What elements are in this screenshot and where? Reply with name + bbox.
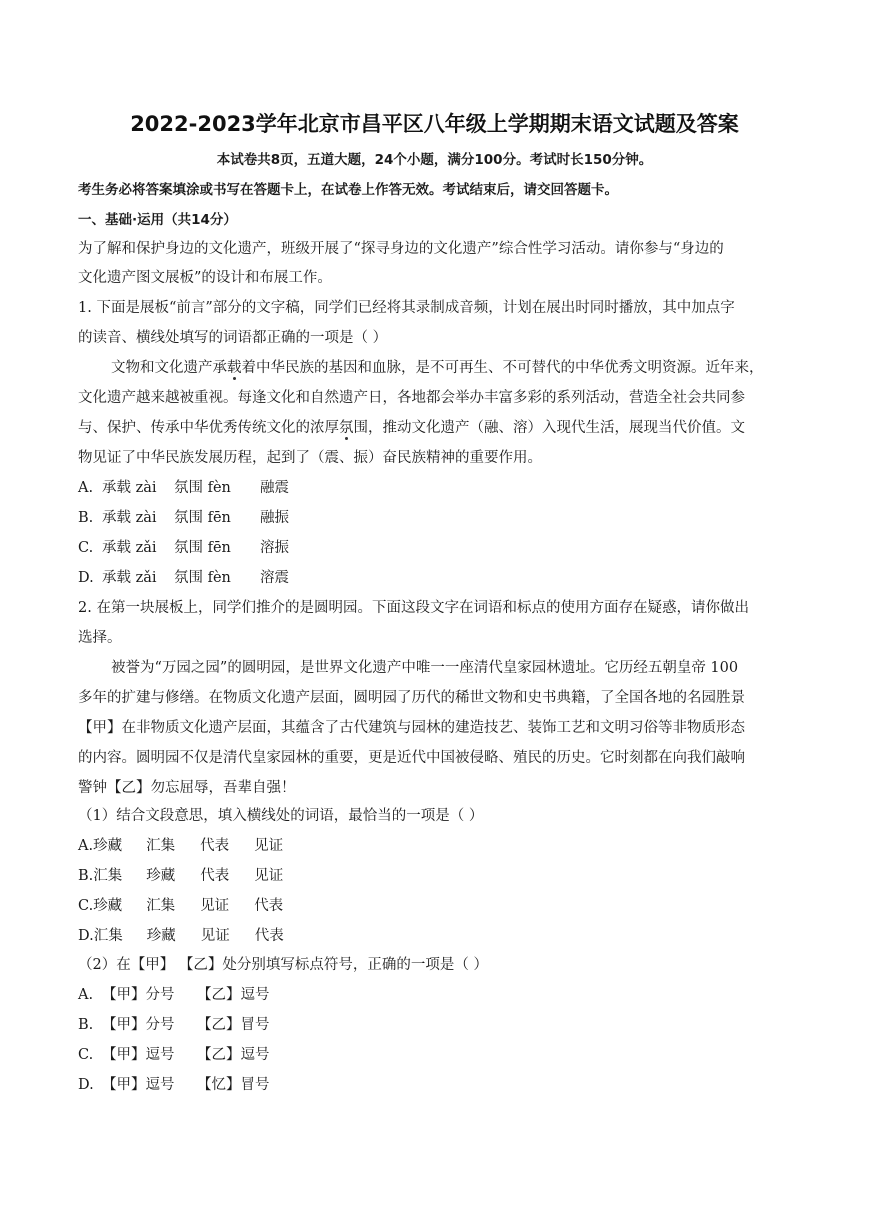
option-text: 代表 [200,868,230,884]
option-text: B. [78,868,94,884]
q2-sub2-option-a[interactable] [78,985,270,1005]
option-text: B. [78,1017,94,1033]
q2-passage-line-1: 被誉为“万园之园”的圆明园，是世界文化遗产中唯一一座清代皇家园林遗址。它历经五朝皇帝 100 [111,660,739,676]
option-text: 汇集 [146,898,176,914]
q2-sub1-option-d[interactable] [78,926,284,946]
intro-line-2: 文化遗产图文展板”的设计和布展工作。 [78,270,332,286]
section-heading: 一、基础·运用（共14分） [78,212,237,228]
option-text: 【乙】冒号 [197,1017,270,1033]
option-text: 珍藏 [146,868,176,884]
q2-sub2-stem: （2）在【甲】 【乙】处分别填写标点符号，正确的一项是（ ） [78,957,488,973]
q2-passage-line-5: 警钟【乙】勿忘屈辱，吾辈自强！ [78,780,296,796]
option-text: A. [78,480,94,496]
option-text: 氛围 fèn [174,480,231,496]
option-text: D. [78,570,94,586]
dotted-char: 载 [227,360,242,376]
option-text: 融震 [260,480,289,496]
option-text: 承载 zǎi [102,540,157,556]
option-text: 珍藏 [146,928,176,944]
q2-sub1-stem: （1）结合文段意思，填入横线处的词语，最恰当的一项是（ ） [78,808,484,824]
q2-sub1-option-c[interactable] [78,896,283,916]
option-text: 汇集 [93,868,123,884]
q2-passage-line-3: 【甲】在非物质文化遗产层面，其蕴含了古代建筑与园林的建造技艺、装饰工艺和文明习俗等非物质形态 [78,720,745,736]
q1-option-b[interactable] [78,508,289,528]
option-text: A. [78,838,94,854]
option-text: 代表 [254,898,284,914]
option-text: D. [78,928,94,944]
option-text: B. [78,510,94,526]
option-text: 见证 [200,898,230,914]
q2-sub1-option-b[interactable] [78,866,283,886]
option-text: C. [78,540,94,556]
q2-stem-line-2: 选择。 [78,630,122,646]
q1-stem-line-1: 1. 下面是展板“前言”部分的文字稿，同学们已经将其录制成音频，计划在展出时同时播放，其中加点字 [78,300,735,316]
q2-passage-line-4: 的内容。圆明园不仅是清代皇家园林的重要，更是近代中国被侵略、殖民的历史。它时刻都在向我们敲响 [78,750,745,766]
exam-info: 本试卷共8页，五道大题，24个小题，满分100分。考试时长150分钟。 [216,152,653,168]
q2-sub2-option-c[interactable] [78,1045,270,1065]
option-text: C. [78,898,94,914]
option-text: 溶震 [260,570,289,586]
option-text: 【甲】分号 [102,1017,175,1033]
intro-line-1: 为了解和保护身边的文化遗产，班级开展了“探寻身边的文化遗产”综合性学习活动。请你参与“身边的 [78,241,724,257]
option-text: 承载 zài [102,510,157,526]
option-text: 氛围 fēn [174,510,231,526]
option-text: 汇集 [93,928,123,944]
exam-notice: 考生务必将答案填涂或书写在答题卡上，在试卷上作答无效。考试结束后，请交回答题卡。 [78,182,618,198]
option-text: 【忆】冒号 [197,1077,270,1093]
q1-passage-line-3: 与、保护、传承中华优秀传统文化的浓厚氛围，推动文化遗产（融、溶）入现代生活，展现当代价值。文 [78,420,745,436]
option-text: D. [78,1077,94,1093]
q2-sub1-option-a[interactable] [78,836,283,856]
document-title: 2022-2023学年北京市昌平区八年级上学期期末语文试题及答案 [130,112,739,136]
option-text: 汇集 [146,838,176,854]
q2-passage-line-2: 多年的扩建与修缮。在物质文化遗产层面，圆明园了历代的稀世文物和史书典籍，了全国各地的名园胜景 [78,690,745,706]
q1-option-c[interactable] [78,538,289,558]
option-text: 代表 [254,928,284,944]
option-text: 见证 [254,838,284,854]
option-text: 氛围 fēn [174,540,231,556]
option-text: C. [78,1047,94,1063]
q1-passage-line-2: 文化遗产越来越被重视。每逢文化和自然遗产日，各地都会举办丰富多彩的系列活动，营造全社会共同参 [78,390,745,406]
option-text: 【甲】逗号 [102,1047,175,1063]
option-text: 代表 [200,838,230,854]
option-text: 氛围 fèn [174,570,231,586]
dotted-char: 氛 [339,420,354,436]
option-text: 溶振 [260,540,289,556]
q2-sub2-option-d[interactable] [78,1075,270,1095]
option-text: 承载 zài [102,480,157,496]
q2-stem-line-1: 2. 在第一块展板上，同学们推介的是圆明园。下面这段文字在词语和标点的使用方面存在疑惑，请你做出 [78,600,749,616]
option-text: 【乙】逗号 [197,987,270,1003]
option-text: 承载 zǎi [102,570,157,586]
option-text: 见证 [200,928,230,944]
q1-stem-line-2: 的读音、横线处填写的词语都正确的一项是（ ） [78,330,388,346]
q1-passage-line-4: 物见证了中华民族发展历程，起到了（震、振）奋民族精神的重要作用。 [78,450,542,466]
option-text: A. [78,987,94,1003]
q2-sub2-option-b[interactable] [78,1015,270,1035]
q1-option-a[interactable] [78,478,289,498]
option-text: 见证 [254,868,284,884]
q1-option-d[interactable] [78,568,289,588]
option-text: 【甲】逗号 [102,1077,175,1093]
option-text: 【乙】逗号 [197,1047,270,1063]
option-text: 融振 [260,510,289,526]
option-text: 珍藏 [93,838,123,854]
q1-passage-line-1: 文物和文化遗产承载着中华民族的基因和血脉，是不可再生、不可替代的中华优秀文明资源。近年来， [111,360,764,376]
option-text: 【甲】分号 [102,987,175,1003]
option-text: 珍藏 [93,898,123,914]
